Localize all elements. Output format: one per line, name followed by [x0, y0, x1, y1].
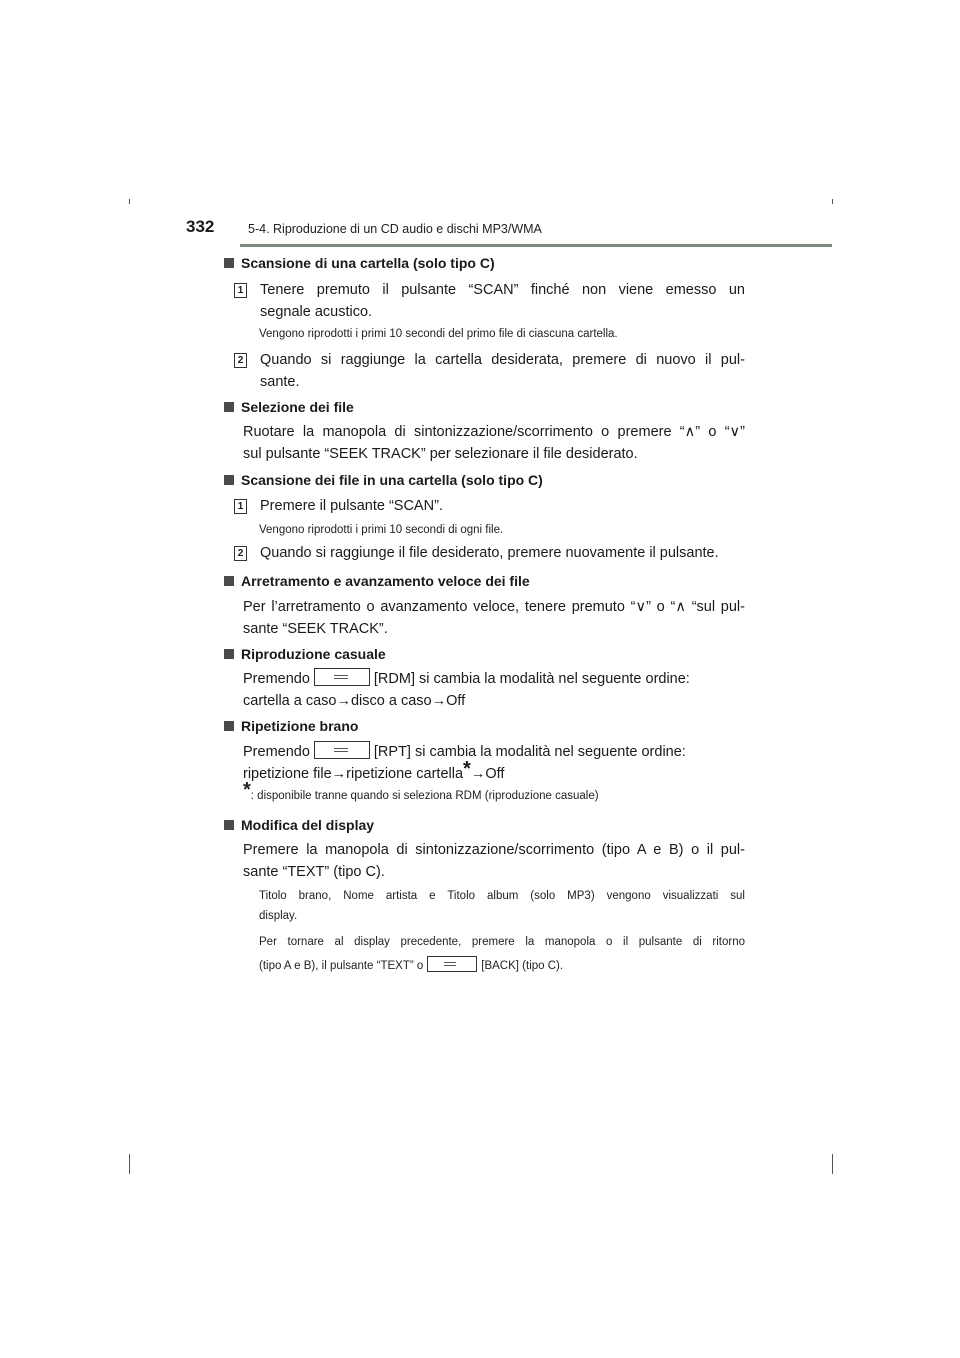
section-title: Ripetizione brano — [241, 718, 359, 734]
text-line — [243, 668, 745, 690]
paragraph — [243, 668, 745, 712]
chapter-title: 5-4. Riproduzione di un CD audio e dischi MP3/WMA — [248, 222, 542, 236]
text-fragment: Premendo — [243, 744, 310, 760]
step-text: Premere il pulsante “SCAN”. — [260, 498, 443, 514]
text-line: sante “SEEK TRACK”. — [243, 621, 388, 637]
text-line: Per l’arretramento o avanzamento veloce, tenere premuto “∨” o “∧ “sul pul- — [243, 599, 745, 615]
text-line: segnale acustico. — [260, 304, 373, 320]
step-text — [260, 279, 745, 323]
paragraph — [243, 596, 745, 640]
text-fragment: [RDM] si cambia la modalità nel seguente ordine: — [373, 671, 690, 687]
text-line — [243, 741, 745, 763]
section-title: Modifica del display — [241, 817, 375, 833]
step-number: 1 — [234, 499, 247, 514]
text-line: sante. — [260, 374, 300, 390]
footnote-text: : disponibile tranne quando si seleziona RDM (riproduzione casuale) — [250, 790, 599, 802]
text-line — [259, 954, 745, 978]
section-heading — [224, 399, 354, 415]
step-number: 2 — [234, 353, 247, 368]
preset-button-icon — [427, 956, 477, 972]
section-heading — [224, 646, 386, 662]
note-text — [259, 886, 745, 926]
text-line — [243, 758, 745, 785]
section-heading — [224, 472, 543, 488]
note-text: Vengono riprodotti i primi 10 secondi del primo file di ciascuna cartella. — [259, 328, 618, 340]
bullet-square-icon — [224, 820, 234, 830]
step-text — [260, 349, 745, 393]
footnote-marker: * — [463, 758, 471, 780]
crop-mark — [832, 199, 833, 204]
preset-button-icon — [314, 741, 370, 759]
text-line: Per tornare al display precedente, premere la manopola o il pulsante di ritorno — [259, 936, 745, 948]
text-line: cartella a caso→disco a caso→Off — [243, 693, 466, 709]
paragraph — [243, 741, 745, 785]
text-line: sul pulsante “SEEK TRACK” per selezionare il file desiderato. — [243, 446, 638, 462]
crop-mark — [129, 1154, 130, 1174]
paragraph — [243, 421, 745, 465]
bullet-square-icon — [224, 576, 234, 586]
note-text — [259, 930, 745, 978]
bullet-square-icon — [224, 475, 234, 485]
step-number: 1 — [234, 283, 247, 298]
bullet-square-icon — [224, 721, 234, 731]
header-rule — [240, 244, 832, 247]
section-heading — [224, 573, 530, 589]
text-line: Premere la manopola di sintonizzazione/scorrimento (tipo A e B) o il pul- — [243, 842, 745, 858]
text-line: display. — [259, 910, 298, 922]
step-number: 2 — [234, 546, 247, 561]
text-fragment: [RPT] si cambia la modalità nel seguente ordine: — [373, 744, 686, 760]
text-fragment: (tipo A e B), il pulsante “TEXT” o — [259, 960, 424, 972]
footnote-marker: * — [243, 779, 251, 801]
text-fragment: Premendo — [243, 671, 310, 687]
bullet-square-icon — [224, 258, 234, 268]
text-line: sante “TEXT” (tipo C). — [243, 864, 385, 880]
text-line: Titolo brano, Nome artista e Titolo album (solo MP3) vengono visualizzati sul — [259, 890, 745, 902]
crop-mark — [129, 199, 130, 204]
section-title: Scansione di una cartella (solo tipo C) — [241, 255, 495, 271]
page-number: 332 — [186, 217, 215, 236]
text-line: Ruotare la manopola di sintonizzazione/scorrimento o premere “∧” o “∨” — [243, 424, 745, 440]
section-heading — [224, 255, 495, 271]
text-fragment: ripetizione file→ripetizione cartella — [243, 766, 464, 782]
section-title: Riproduzione casuale — [241, 646, 386, 662]
text-line: Quando si raggiunge la cartella desiderata, premere di nuovo il pul- — [260, 352, 745, 368]
text-line: Tenere premuto il pulsante “SCAN” finché non viene emesso un — [260, 282, 745, 298]
section-title: Arretramento e avanzamento veloce dei file — [241, 573, 530, 589]
text-fragment: →Off — [470, 766, 505, 782]
section-title: Selezione dei file — [241, 399, 354, 415]
section-heading — [224, 718, 358, 734]
text-fragment: [BACK] (tipo C). — [481, 960, 564, 972]
preset-button-icon — [314, 668, 370, 686]
bullet-square-icon — [224, 402, 234, 412]
paragraph — [243, 839, 745, 883]
crop-mark — [832, 1154, 833, 1174]
section-title: Scansione dei file in una cartella (solo tipo C) — [241, 472, 543, 488]
step-text: Quando si raggiunge il file desiderato, premere nuovamente il pulsante. — [260, 545, 719, 561]
section-heading — [224, 817, 374, 833]
bullet-square-icon — [224, 649, 234, 659]
note-text: Vengono riprodotti i primi 10 secondi di ogni file. — [259, 524, 504, 536]
footnote — [243, 779, 599, 802]
